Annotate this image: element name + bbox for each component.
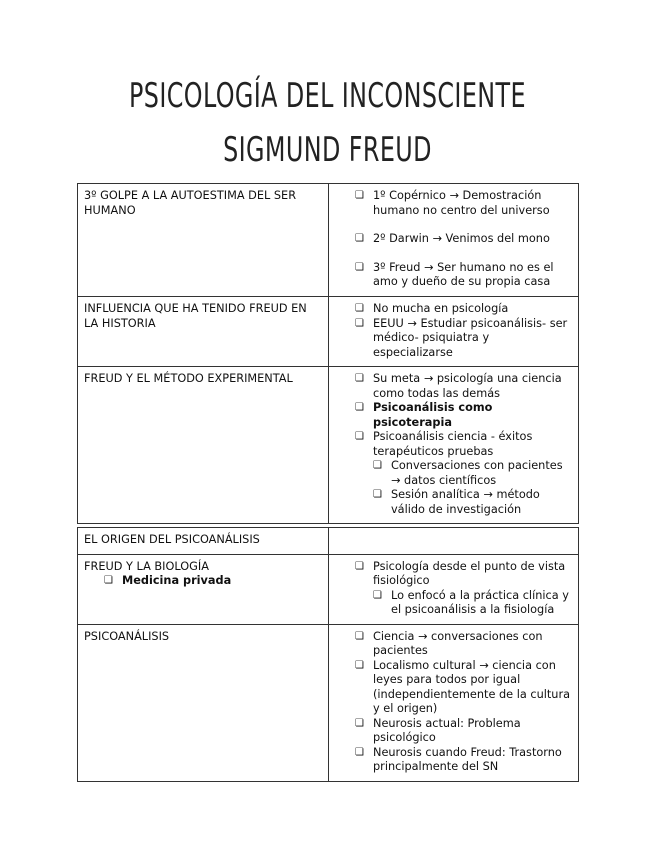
table-row bbox=[78, 624, 579, 781]
list-item: ❏ 3º Freud → Ser humano no es el amo y dueño de su propia casa bbox=[355, 261, 572, 290]
list-item: ❏ Psicología desde el punto de vista fisiológico bbox=[355, 560, 572, 589]
row-topic-label: FREUD Y LA BIOLOGÍA bbox=[84, 559, 209, 573]
row-notes bbox=[329, 297, 579, 367]
row-topic: FREUD Y EL MÉTODO EXPERIMENTAL bbox=[78, 367, 329, 524]
sub-checklist bbox=[335, 589, 572, 618]
sub-checklist bbox=[335, 459, 572, 517]
table-row bbox=[78, 297, 579, 367]
table-row bbox=[78, 184, 579, 297]
list-item: ❏ Neurosis actual: Problema psicológico bbox=[355, 717, 572, 746]
row-notes bbox=[329, 367, 579, 524]
checklist bbox=[335, 302, 572, 360]
list-item: ❏ No mucha en psicología bbox=[355, 302, 572, 317]
row-topic bbox=[78, 554, 329, 624]
checklist bbox=[335, 630, 572, 775]
list-item: ❏ Medicina privada bbox=[104, 574, 322, 589]
row-notes bbox=[329, 554, 579, 624]
list-item: ❏ Psicoanálisis como psicoterapia bbox=[355, 401, 572, 430]
table-row bbox=[78, 367, 579, 524]
row-topic: 3º GOLPE A LA AUTOESTIMA DEL SER HUMANO bbox=[78, 184, 329, 297]
list-item: ❏ Su meta → psicología una ciencia como todas las demás bbox=[355, 372, 572, 401]
list-item: ❏ 1º Copérnico → Demostración humano no centro del universo bbox=[355, 189, 572, 218]
title-line-1: PSICOLOGÍA DEL INCONSCIENTE bbox=[129, 76, 526, 116]
checklist bbox=[335, 560, 572, 589]
list-item: ❏ EEUU → Estudiar psicoanálisis- ser médico- psiquiatra y especializarse bbox=[355, 317, 572, 361]
table-freud-overview bbox=[77, 183, 579, 524]
list-item: ❏ Localismo cultural → ciencia con leyes para todos por igual (independientemente de la cultura y el origen) bbox=[355, 659, 572, 717]
section-header: EL ORIGEN DEL PSICOANÁLISIS bbox=[78, 528, 329, 555]
list-item: ❏ Ciencia → conversaciones con pacientes bbox=[355, 630, 572, 659]
row-notes bbox=[329, 184, 579, 297]
list-item: ❏ Lo enfocó a la práctica clínica y el psicoanálisis a la fisiología bbox=[373, 589, 572, 618]
checklist bbox=[84, 574, 322, 589]
title-line-2: SIGMUND FREUD bbox=[223, 130, 432, 170]
empty-cell bbox=[329, 528, 579, 555]
list-item: ❏ 2º Darwin → Venimos del mono bbox=[355, 232, 572, 247]
row-topic: PSICOANÁLISIS bbox=[78, 624, 329, 781]
table-psychoanalysis-origin bbox=[77, 527, 579, 782]
list-item: ❏ Neurosis cuando Freud: Trastorno principalmente del SN bbox=[355, 746, 572, 775]
list-item: ❏ Conversaciones con pacientes → datos científicos bbox=[373, 459, 572, 488]
table-row bbox=[78, 554, 579, 624]
list-item: ❏ Psicoanálisis ciencia - éxitos terapéuticos pruebas bbox=[355, 430, 572, 459]
row-topic: INFLUENCIA QUE HA TENIDO FREUD EN LA HISTORIA bbox=[78, 297, 329, 367]
checklist bbox=[335, 372, 572, 459]
checklist bbox=[335, 189, 572, 290]
list-item: ❏ Sesión analítica → método válido de investigación bbox=[373, 488, 572, 517]
table-row bbox=[78, 528, 579, 555]
row-notes bbox=[329, 624, 579, 781]
